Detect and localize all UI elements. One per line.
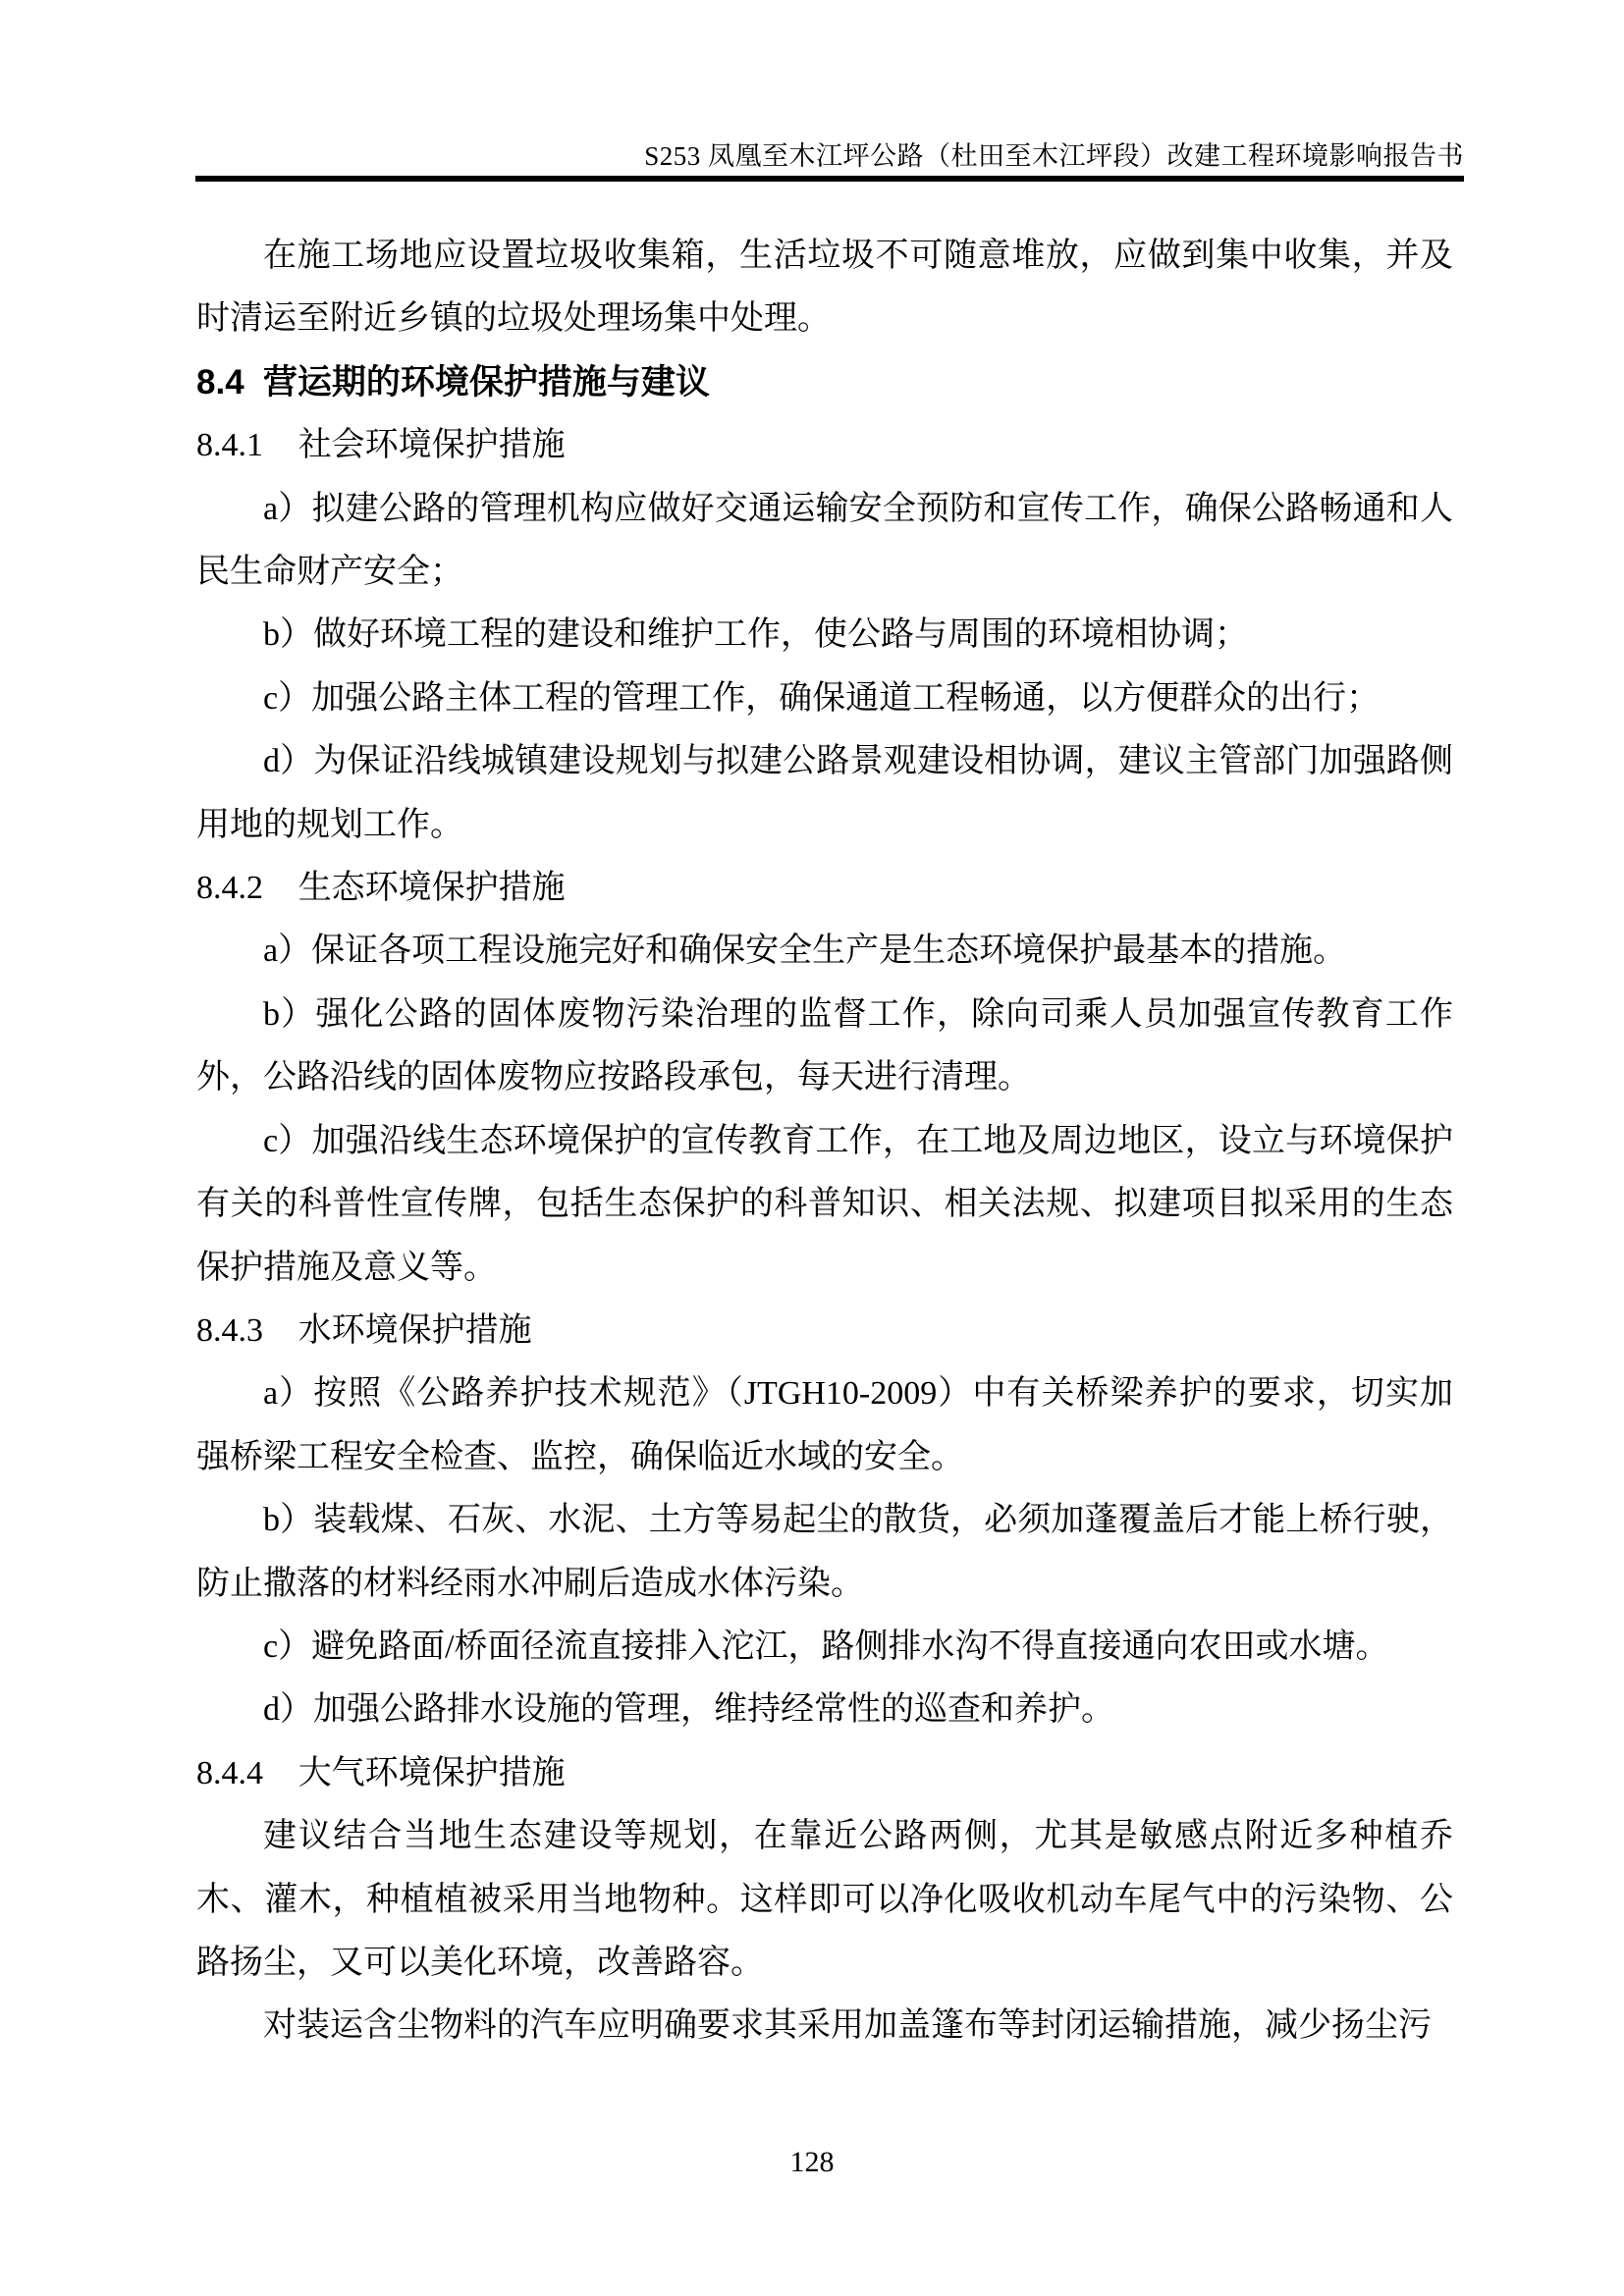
subsection-heading-8-4-4 <box>196 1742 1453 1805</box>
subsection-heading-8-4-3 <box>196 1300 1453 1362</box>
document-body <box>196 225 1453 2058</box>
page-header <box>195 139 1464 182</box>
section-title: 营运期的环境保护措施与建议 <box>262 362 710 401</box>
intro-paragraph: 在施工场地应设置垃圾收集箱，生活垃圾不可随意堆放，应做到集中收集，并及时清运至附近乡镇的垃圾处理场集中处理。 <box>196 238 1453 338</box>
list-item: b）做好环境工程的建设和维护工作，使公路与周围的环境相协调； <box>263 616 1248 654</box>
section-heading-8-4 <box>196 351 1453 414</box>
list-item: c）加强沿线生态环境保护的宣传教育工作，在工地及周边地区，设立与环境保护有关的科普性宣传牌，包括生态保护的科普知识、相关法规、拟建项目拟采用的生态保护措施及意义等。 <box>196 1122 1453 1286</box>
list-item: d）加强公路排水设施的管理，维持经常性的巡查和养护。 <box>263 1691 1114 1729</box>
list-item: d）为保证沿线城镇建设规划与拟建公路景观建设相协调，建议主管部门加强路侧用地的规划工作。 <box>196 743 1453 843</box>
body-paragraph: 建议结合当地生态建设等规划，在靠近公路两侧，尤其是敏感点附近多种植乔木、灌木，种植植被采用当地物种。这样即可以净化吸收机动车尾气中的污染物、公路扬尘，又可以美化环境，改善路容。 <box>196 1818 1453 1981</box>
subsection-title: 大气环境保护措施 <box>298 1754 566 1791</box>
section-number: 8.4 <box>196 362 244 401</box>
subsection-heading-8-4-2 <box>196 857 1453 920</box>
subsection-title: 生态环境保护措施 <box>298 870 566 907</box>
list-item: a）保证各项工程设施完好和确保安全生产是生态环境保护最基本的措施。 <box>263 933 1347 970</box>
header-rule <box>195 176 1464 182</box>
subsection-number: 8.4.2 <box>196 870 263 907</box>
page-footer <box>0 2146 1624 2179</box>
header-title: S253 凤凰至木江坪公路（杜田至木江坪段）改建工程环境影响报告书 <box>644 141 1464 171</box>
page-number: 128 <box>789 2146 835 2178</box>
list-item: a）按照《公路养护技术规范》（JTGH10-2009）中有关桥梁养护的要求，切实加强桥梁工程安全检查、监控，确保临近水域的安全。 <box>196 1375 1453 1475</box>
subsection-title: 水环境保护措施 <box>298 1311 532 1349</box>
list-item: a）拟建公路的管理机构应做好交通运输安全预防和宣传工作，确保公路畅通和人民生命财产安全； <box>196 490 1453 591</box>
subsection-heading-8-4-1 <box>196 414 1453 477</box>
subsection-title: 社会环境保护措施 <box>298 427 566 464</box>
subsection-number: 8.4.4 <box>196 1754 263 1791</box>
subsection-number: 8.4.1 <box>196 427 263 464</box>
list-item: b）强化公路的固体废物污染治理的监督工作，除向司乘人员加强宣传教育工作外，公路沿线的固体废物应按路段承包，每天进行清理。 <box>196 995 1453 1096</box>
list-item: c）避免路面/桥面径流直接排入沱江，路侧排水沟不得直接通向农田或水塘。 <box>263 1628 1389 1665</box>
subsection-number: 8.4.3 <box>196 1311 263 1349</box>
list-item: b）装载煤、石灰、水泥、土方等易起尘的散货，必须加蓬覆盖后才能上桥行驶，防止撒落的材料经雨水冲刷后造成水体污染。 <box>196 1502 1453 1602</box>
body-paragraph: 对装运含尘物料的汽车应明确要求其采用加盖篷布等封闭运输措施，减少扬尘污 <box>263 2007 1432 2045</box>
list-item: c）加强公路主体工程的管理工作，确保通道工程畅通，以方便群众的出行； <box>263 679 1380 717</box>
